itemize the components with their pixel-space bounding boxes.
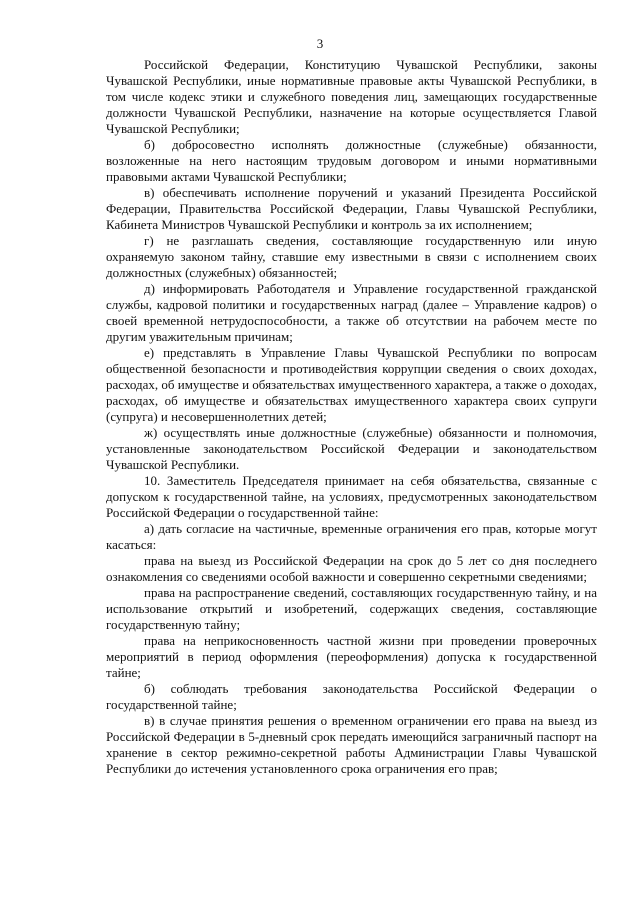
paragraph-right-to-disseminate: права на распространение сведений, составляющих государственную тайну, и на использование открытий и изобретений, содержащих сведения, составляющие государственную тайну; [106, 585, 597, 632]
page-number: 3 [316, 36, 324, 51]
paragraph-item-10-v: в) в случае принятия решения о временном ограничении его права на выезд из Российской Федерации в 5-дневный срок передать имеющийся заграничный паспорт на хранение в сектор режимно-секретной работы Администрации Главы Чувашской Республики до истечения установленного срока ограничения его прав; [106, 713, 597, 776]
paragraph-clause-g: г) не разглашать сведения, составляющие государственную или иную охраняемую законом тайну, ставшие ему известными в связи с исполнением своих должностных (служебных) обязанностей; [106, 233, 597, 280]
paragraph-clause-zh: ж) осуществлять иные должностные (служебные) обязанности и полномочия, установленные законодательством Российской Федерации и законодательством Чувашской Республики. [106, 425, 597, 472]
paragraph-right-to-privacy: права на неприкосновенность частной жизни при проведении проверочных мероприятий в период оформления (переоформления) допуска к государственной тайне; [106, 633, 597, 680]
paragraph-right-to-travel: права на выезд из Российской Федерации на срок до 5 лет со дня последнего ознакомления со сведениями особой важности и совершенно секретными сведениями; [106, 553, 597, 584]
paragraph-clause-d: д) информировать Работодателя и Управление государственной гражданской службы, кадровой политики и государственных наград (далее – Управление кадров) о своей временной нетрудоспособности, а также об отсутствии на рабочем месте по другим уважительным причинам; [106, 281, 597, 344]
document-body [106, 57, 597, 777]
paragraph-item-10-a: а) дать согласие на частичные, временные ограничения его прав, которые могут касаться: [106, 521, 597, 552]
paragraph-item-10-b: б) соблюдать требования законодательства Российской Федерации о государственной тайне; [106, 681, 597, 712]
paragraph-item-10: 10. Заместитель Председателя принимает на себя обязательства, связанные с допуском к государственной тайне, на условиях, предусмотренных законодательством Российской Федерации о государственной тайне: [106, 473, 597, 520]
paragraph-clause-v: в) обеспечивать исполнение поручений и указаний Президента Российской Федерации, Правительства Российской Федерации, Главы Чувашской Республики, Кабинета Министров Чувашской Республики и контроль за их исполнением; [106, 185, 597, 232]
paragraph-continuation: Российской Федерации, Конституцию Чувашской Республики, законы Чувашской Республики, иные нормативные правовые акты Чувашской Республики, в том числе кодекс этики и служебного поведения лиц, замещающих государственные должности Чувашской Республики, назначение на которые осуществляется Главой Чувашской Республики; [106, 57, 597, 136]
paragraph-clause-b: б) добросовестно исполнять должностные (служебные) обязанности, возложенные на него настоящим трудовым договором и иными нормативными правовыми актами Чувашской Республики; [106, 137, 597, 184]
paragraph-clause-e: е) представлять в Управление Главы Чувашской Республики по вопросам общественной безопасности и противодействия коррупции сведения о своих доходах, расходах, об имуществе и обязательствах имущественного характера, а также о доходах, расходах, об имуществе и обязательствах имущественного характера своих супруги (супруга) и несовершеннолетних детей; [106, 345, 597, 424]
